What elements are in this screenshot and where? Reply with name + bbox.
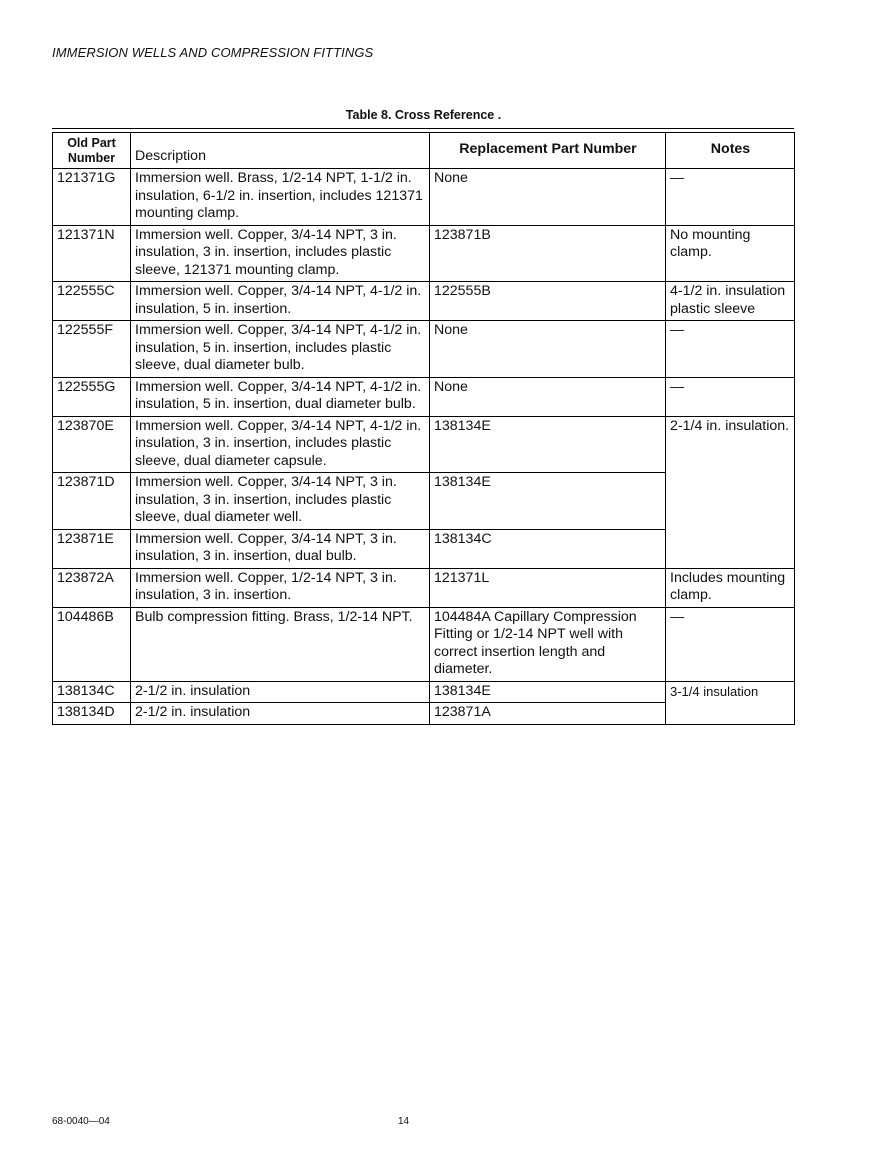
replacement-cell: 138134E <box>430 681 666 703</box>
old-part-cell: 138134D <box>53 703 131 725</box>
description-cell: Immersion well. Copper, 3/4-14 NPT, 3 in. insulation, 3 in. insertion, includes plastic sleeve, 121371 mounting clamp. <box>131 225 430 282</box>
description-cell: Immersion well. Copper, 3/4-14 NPT, 4-1/2 in. insulation, 5 in. insertion, includes plastic sleeve, dual diameter bulb. <box>131 321 430 378</box>
notes-cell: — <box>666 321 795 378</box>
description-cell: Immersion well. Copper, 3/4-14 NPT, 4-1/2 in. insulation, 3 in. insertion, includes plastic sleeve, dual diameter capsule. <box>131 416 430 473</box>
replacement-cell: None <box>430 169 666 226</box>
description-cell: 2-1/2 in. insulation <box>131 681 430 703</box>
notes-cell: 3-1/4 insulation <box>666 681 795 724</box>
cross-reference-table <box>52 132 795 725</box>
old-part-cell: 104486B <box>53 607 131 681</box>
description-cell: Immersion well. Copper, 3/4-14 NPT, 3 in. insulation, 3 in. insertion, dual bulb. <box>131 529 430 568</box>
replacement-cell: 121371L <box>430 568 666 607</box>
notes-cell: — <box>666 169 795 226</box>
table-row <box>53 225 795 282</box>
replacement-cell: None <box>430 377 666 416</box>
table-caption: Table 8. Cross Reference . <box>345 108 502 122</box>
old-part-cell: 122555C <box>53 282 131 321</box>
table-row <box>53 568 795 607</box>
table-row <box>53 681 795 703</box>
description-cell: Immersion well. Copper, 3/4-14 NPT, 4-1/2 in. insulation, 5 in. insertion, dual diameter bulb. <box>131 377 430 416</box>
description-cell: Immersion well. Brass, 1/2-14 NPT, 1-1/2 in. insulation, 6-1/2 in. insertion, includes 121371 mounting clamp. <box>131 169 430 226</box>
replacement-cell: 123871B <box>430 225 666 282</box>
old-part-cell: 123872A <box>53 568 131 607</box>
page-number: 14 <box>398 1116 410 1127</box>
table-row <box>53 607 795 681</box>
notes-cell: — <box>666 607 795 681</box>
header-description: Description <box>131 133 430 169</box>
replacement-cell: 138134E <box>430 473 666 530</box>
header-old-part-number: Old Part Number <box>53 133 131 169</box>
table-row <box>53 416 795 473</box>
header-notes: Notes <box>666 133 795 169</box>
old-part-cell: 123871D <box>53 473 131 530</box>
description-cell: Immersion well. Copper, 3/4-14 NPT, 3 in. insulation, 3 in. insertion, includes plastic sleeve, dual diameter well. <box>131 473 430 530</box>
table-row <box>53 169 795 226</box>
replacement-cell: 138134E <box>430 416 666 473</box>
old-part-cell: 123870E <box>53 416 131 473</box>
table-header-row <box>53 133 795 169</box>
old-part-cell: 121371N <box>53 225 131 282</box>
old-part-cell: 121371G <box>53 169 131 226</box>
table-row <box>53 321 795 378</box>
description-cell: Immersion well. Copper, 1/2-14 NPT, 3 in. insulation, 3 in. insertion. <box>131 568 430 607</box>
notes-cell: Includes mounting clamp. <box>666 568 795 607</box>
cross-reference-table-container <box>52 128 794 725</box>
description-cell: Immersion well. Copper, 3/4-14 NPT, 4-1/2 in. insulation, 5 in. insertion. <box>131 282 430 321</box>
table-row <box>53 377 795 416</box>
table-row <box>53 282 795 321</box>
notes-cell: 4-1/2 in. insulation plastic sleeve <box>666 282 795 321</box>
replacement-cell: 138134C <box>430 529 666 568</box>
notes-cell: No mounting clamp. <box>666 225 795 282</box>
section-header: IMMERSION WELLS AND COMPRESSION FITTINGS <box>52 45 374 60</box>
notes-cell: — <box>666 377 795 416</box>
description-cell: 2-1/2 in. insulation <box>131 703 430 725</box>
replacement-cell: 104484A Capillary Compression Fitting or 1/2-14 NPT well with correct insertion length and diameter. <box>430 607 666 681</box>
old-part-cell: 122555F <box>53 321 131 378</box>
header-replacement-part-number: Replacement Part Number <box>430 133 666 169</box>
replacement-cell: None <box>430 321 666 378</box>
description-cell: Bulb compression fitting. Brass, 1/2-14 NPT. <box>131 607 430 681</box>
replacement-cell: 122555B <box>430 282 666 321</box>
notes-cell: 2-1/4 in. insulation. <box>666 416 795 568</box>
document-number: 68-0040—04 <box>52 1116 110 1127</box>
old-part-cell: 122555G <box>53 377 131 416</box>
old-part-cell: 123871E <box>53 529 131 568</box>
replacement-cell: 123871A <box>430 703 666 725</box>
old-part-cell: 138134C <box>53 681 131 703</box>
